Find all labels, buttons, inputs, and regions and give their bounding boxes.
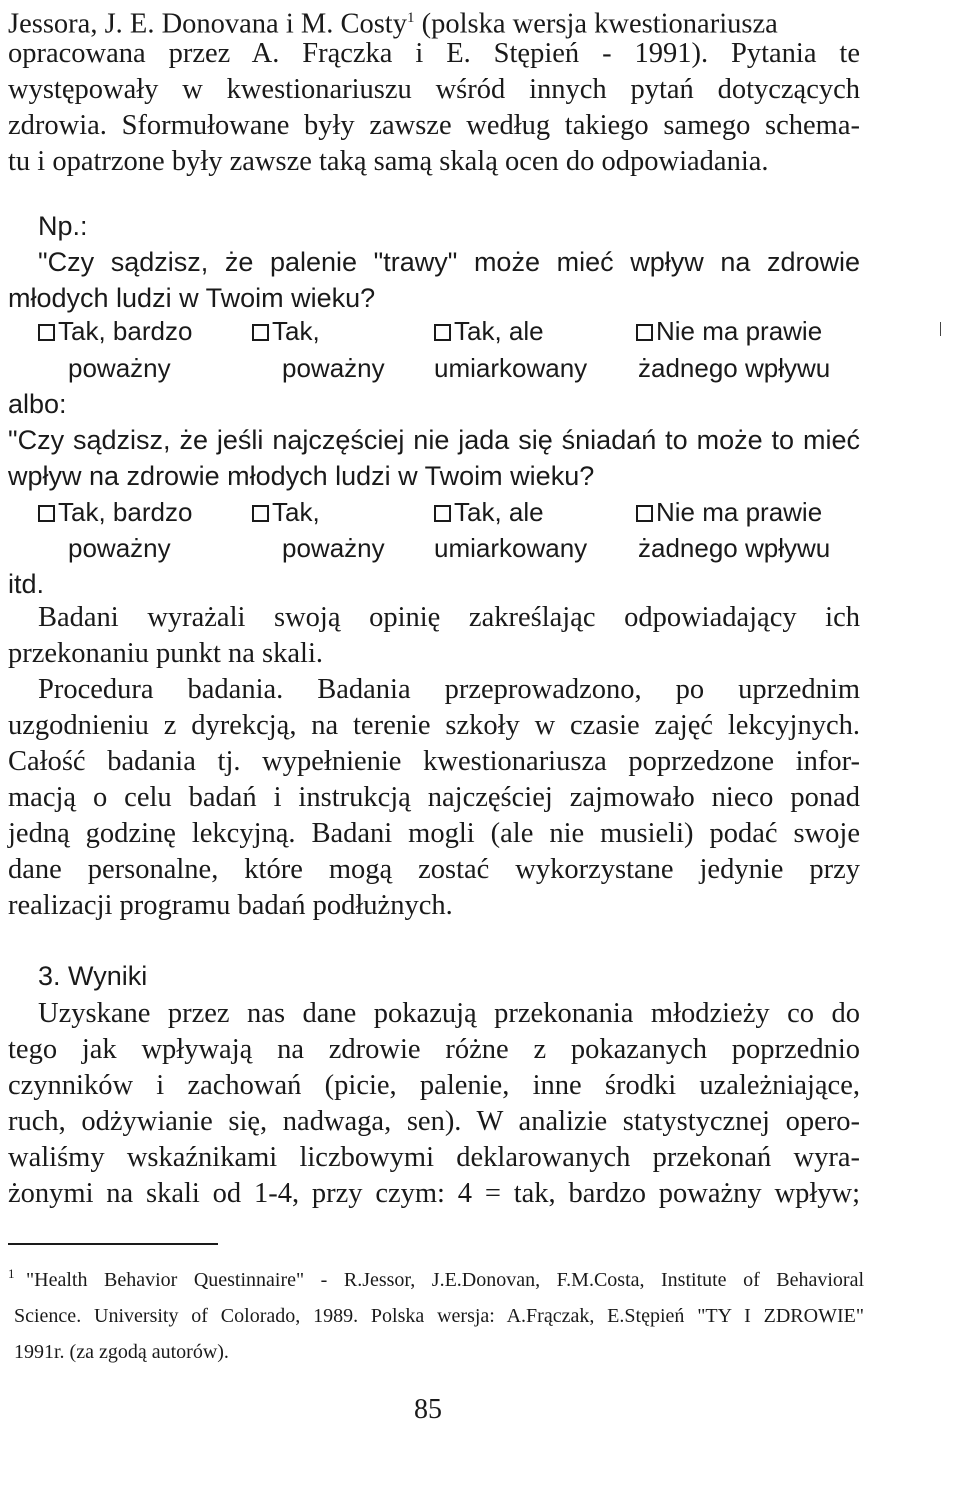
option-2-set-1-line-2: poważny <box>282 353 385 383</box>
option-1-set-2-line-2: poważny <box>68 533 171 563</box>
checkbox-icon <box>252 505 269 522</box>
footnote-divider <box>8 1243 218 1245</box>
footnote-line-1: "Health Behavior Questinnaire" - R.Jessor, J.E.Donovan, F.M.Costa, Institute of Behavioral <box>26 1269 864 1291</box>
footnote-line-3: 1991r. (za zgodą autorów). <box>14 1341 229 1363</box>
footnote-marker: 1 <box>8 1266 15 1281</box>
body-line-3: Procedura badania. Badania przeprowadzono, po uprzednim <box>38 674 860 705</box>
checkbox-icon <box>38 324 55 341</box>
option-1-set-2: Tak, bardzo <box>38 494 192 530</box>
body-line-8: dane personalne, które mogą zostać wykorzystane jedynie przy <box>8 854 860 885</box>
albo-label: albo: <box>8 389 67 419</box>
page-number: 85 <box>414 1394 442 1425</box>
body-line-9: realizacji programu badań podłużnych. <box>8 890 453 921</box>
checkbox-icon <box>636 505 653 522</box>
option-2-set-1: Tak, <box>252 313 320 349</box>
option-4-set-1-line-2: żadnego wpływu <box>638 353 831 383</box>
body-line-6: macją o celu badań i instrukcją najczęściej zajmowało nieco ponad <box>8 782 860 813</box>
option-1-set-1-line-2: poważny <box>68 353 171 383</box>
checkbox-icon <box>636 324 653 341</box>
option-3-set-2: Tak, ale <box>434 494 544 530</box>
option-2-set-2-line-2: poważny <box>282 533 385 563</box>
question-1-line-1: "Czy sądzisz, że palenie "trawy" może mieć wpływ na zdrowie <box>38 247 860 277</box>
option-3-set-2-line-2: umiarkowany <box>434 533 588 563</box>
body-line-1: Badani wyrażali swoją opinię zakreślając odpowiadający ich <box>38 602 860 633</box>
option-4-set-2: Nie ma prawie <box>636 494 822 530</box>
body-line-5: Całość badania tj. wypełnienie kwestionariusza poprzedzone infor- <box>8 746 860 777</box>
itd-label: itd. <box>8 569 45 599</box>
intro-line-1: Jessora, J. E. Donovana i M. Costy$^1$ (polska wersja kwestionariusza <box>8 8 778 40</box>
option-4-set-2-line-2: żadnego wpływu <box>638 533 831 563</box>
intro-line-3: występowały w kwestionariuszu wśród innych pytań dotyczących <box>8 74 860 105</box>
option-1-set-1: Tak, bardzo <box>38 313 192 349</box>
scan-artifact-mark <box>940 322 941 336</box>
footnote-line-2: Science. University of Colorado, 1989. Polska wersja: A.Frączak, E.Stępień "TY I ZDROWIE" <box>14 1305 864 1327</box>
intro-line-2: opracowana przez A. Frączka i E. Stępień - 1991). Pytania te <box>8 38 860 69</box>
option-3-set-1-line-2: umiarkowany <box>434 353 588 383</box>
checkbox-icon <box>38 505 55 522</box>
option-2-set-2: Tak, <box>252 494 320 530</box>
results-line-1: Uzyskane przez nas dane pokazują przekonania młodzieży co do <box>38 998 860 1029</box>
intro-line-4: zdrowia. Sformułowane były zawsze według takiego samego schema- <box>8 110 860 141</box>
question-1-line-2: młodych ludzi w Twoim wieku? <box>8 283 376 313</box>
option-3-set-1: Tak, ale <box>434 313 544 349</box>
body-line-2: przekonaniu punkt na skali. <box>8 638 324 669</box>
option-4-set-1: Nie ma prawie <box>636 313 822 349</box>
checkbox-icon <box>434 505 451 522</box>
question-2-line-2: wpływ na zdrowie młodych ludzi w Twoim wieku? <box>8 461 595 491</box>
body-line-4: uzgodnieniu z dyrekcją, na terenie szkoły w czasie zajęć lekcyjnych. <box>8 710 860 741</box>
checkbox-icon <box>434 324 451 341</box>
footnote-ref: 1 <box>406 10 415 26</box>
body-line-7: jedną godzinę lekcyjną. Badani mogli (ale nie musieli) podać swoje <box>8 818 860 849</box>
results-line-6: żonymi na skali od 1-4, przy czym: 4 = tak, bardzo poważny wpływ; <box>8 1178 860 1209</box>
results-line-4: ruch, odżywianie się, nadwaga, sen). W analizie statystycznej opero- <box>8 1106 860 1137</box>
results-line-2: tego jak wpływają na zdrowie różne z pokazanych poprzednio <box>8 1034 860 1065</box>
checkbox-icon <box>252 324 269 341</box>
results-line-3: czynników i zachowań (picie, palenie, inne środki uzależniające, <box>8 1070 860 1101</box>
section-heading: 3. Wyniki <box>38 961 148 991</box>
example-label: Np.: <box>38 211 88 241</box>
question-2-line-1: "Czy sądzisz, że jeśli najczęściej nie jada się śniadań to może to mieć <box>8 425 860 455</box>
intro-line-5: tu i opatrzone były zawsze taką samą skalą ocen do odpowiadania. <box>8 146 769 177</box>
results-line-5: waliśmy wskaźnikami liczbowymi deklarowanych przekonań wyra- <box>8 1142 860 1173</box>
